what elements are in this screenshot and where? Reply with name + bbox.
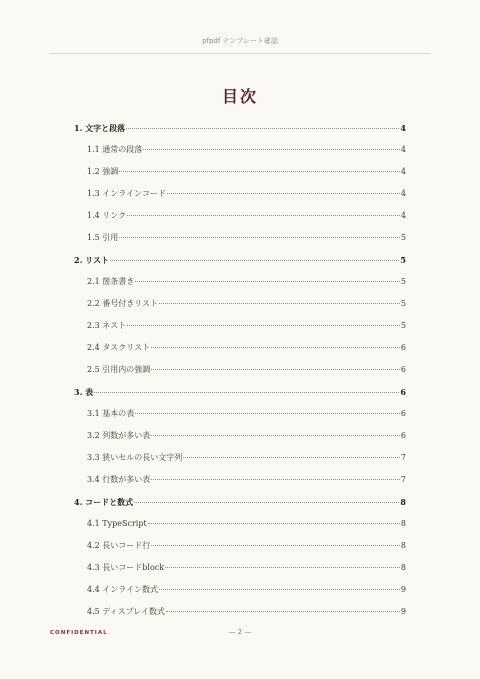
dot-leader: [127, 215, 400, 216]
toc-section-entry[interactable]: [74, 231, 406, 253]
toc-section-entry[interactable]: [74, 297, 406, 319]
toc-entry-page: 6: [400, 431, 406, 440]
toc-entry-page: 8: [400, 497, 406, 507]
toc-entry-page: 5: [400, 255, 406, 265]
toc-entry-page: 5: [400, 233, 406, 242]
dot-leader: [148, 523, 400, 524]
toc-entry-page: 9: [400, 607, 406, 616]
dot-leader: [151, 435, 400, 436]
toc-entry-label: 4.2 長いコード行: [87, 541, 151, 550]
toc-entry-label: 4.5 ディスプレイ数式: [87, 607, 165, 616]
toc-entry-label: 2. リスト: [74, 255, 109, 265]
toc-entry-page: 7: [400, 475, 406, 484]
toc-entry-label: 1.1 通常の段落: [87, 145, 143, 154]
toc-entry-label: 2.4 タスクリスト: [87, 343, 151, 352]
dot-leader: [159, 589, 400, 590]
toc-entry-label: 2.3 ネスト: [87, 321, 127, 330]
page-number: — 2 —: [228, 628, 252, 636]
toc-chapter-entry[interactable]: [74, 253, 406, 275]
toc-entry-label: 3. 表: [74, 387, 94, 397]
dot-leader: [166, 611, 400, 612]
dot-leader: [127, 325, 400, 326]
toc-entry-page: 6: [400, 343, 406, 352]
dot-leader: [151, 369, 400, 370]
dot-leader: [119, 171, 400, 172]
toc-entry-page: 4: [400, 123, 406, 133]
toc-section-entry[interactable]: [74, 341, 406, 363]
toc-section-entry[interactable]: [74, 561, 406, 583]
toc-section-entry[interactable]: [74, 539, 406, 561]
toc-entry-label: 3.4 行数が多い表: [87, 475, 151, 484]
confidential-label: CONFIDENTIAL: [50, 630, 108, 636]
toc-entry-page: 5: [400, 299, 406, 308]
toc-chapter-entry[interactable]: [74, 495, 406, 517]
toc-entry-page: 9: [400, 585, 406, 594]
dot-leader: [135, 281, 400, 282]
dot-leader: [119, 237, 400, 238]
toc-entry-label: 4.4 インライン数式: [87, 585, 159, 594]
table-of-contents: [74, 121, 406, 627]
toc-entry-label: 1. 文字と段落: [74, 123, 126, 133]
toc-entry-label: 1.5 引用: [87, 233, 119, 242]
toc-chapter-entry[interactable]: [74, 385, 406, 407]
toc-section-entry[interactable]: [74, 429, 406, 451]
toc-section-entry[interactable]: [74, 407, 406, 429]
toc-entry-page: 5: [400, 321, 406, 330]
toc-entry-label: 2.1 箇条書き: [87, 277, 135, 286]
toc-entry-label: 4.3 長いコードblock: [87, 563, 165, 572]
toc-entry-page: 6: [400, 409, 406, 418]
toc-entry-label: 1.4 リンク: [87, 211, 127, 220]
dot-leader: [151, 347, 400, 348]
toc-entry-label: 4.1 TypeScript: [87, 519, 147, 528]
toc-entry-page: 8: [400, 541, 406, 550]
dot-leader: [151, 545, 400, 546]
dot-leader: [126, 128, 399, 129]
toc-section-entry[interactable]: [74, 319, 406, 341]
dot-leader: [94, 392, 399, 393]
toc-entry-label: 3.2 列数が多い表: [87, 431, 151, 440]
toc-entry-page: 7: [400, 453, 406, 462]
page-title: 目次: [221, 87, 258, 106]
toc-section-entry[interactable]: [74, 605, 406, 627]
toc-entry-page: 8: [400, 563, 406, 572]
toc-section-entry[interactable]: [74, 187, 406, 209]
dot-leader: [167, 193, 400, 194]
toc-entry-label: 2.2 番号付きリスト: [87, 299, 159, 308]
dot-leader: [151, 479, 400, 480]
toc-entry-label: 1.2 強調: [87, 167, 119, 176]
toc-entry-label: 3.1 基本の表: [87, 409, 135, 418]
toc-section-entry[interactable]: [74, 583, 406, 605]
dot-leader: [134, 502, 399, 503]
toc-section-entry[interactable]: [74, 143, 406, 165]
toc-section-entry[interactable]: [74, 363, 406, 385]
dot-leader: [135, 413, 400, 414]
dot-leader: [183, 457, 400, 458]
toc-section-entry[interactable]: [74, 517, 406, 539]
dot-leader: [110, 260, 399, 261]
toc-section-entry[interactable]: [74, 209, 406, 231]
toc-entry-page: 6: [400, 365, 406, 374]
toc-entry-page: 4: [400, 189, 406, 198]
toc-section-entry[interactable]: [74, 451, 406, 473]
toc-entry-label: 4. コードと数式: [74, 497, 134, 507]
dot-leader: [159, 303, 400, 304]
toc-entry-page: 5: [400, 277, 406, 286]
toc-entry-label: 3.3 狭いセルの長い文字列: [87, 453, 183, 462]
toc-entry-page: 6: [400, 387, 406, 397]
toc-entry-page: 4: [400, 167, 406, 176]
header-divider: [50, 53, 430, 54]
toc-entry-page: 4: [400, 211, 406, 220]
toc-entry-page: 8: [400, 519, 406, 528]
dot-leader: [143, 149, 400, 150]
toc-section-entry[interactable]: [74, 275, 406, 297]
toc-section-entry[interactable]: [74, 473, 406, 495]
dot-leader: [165, 567, 400, 568]
toc-entry-label: 2.5 引用内の強調: [87, 365, 151, 374]
toc-entry-label: 1.3 インラインコード: [87, 189, 167, 198]
toc-entry-page: 4: [400, 145, 406, 154]
toc-section-entry[interactable]: [74, 165, 406, 187]
toc-chapter-entry[interactable]: [74, 121, 406, 143]
running-header: pfpdf テンプレート確認: [202, 37, 278, 45]
